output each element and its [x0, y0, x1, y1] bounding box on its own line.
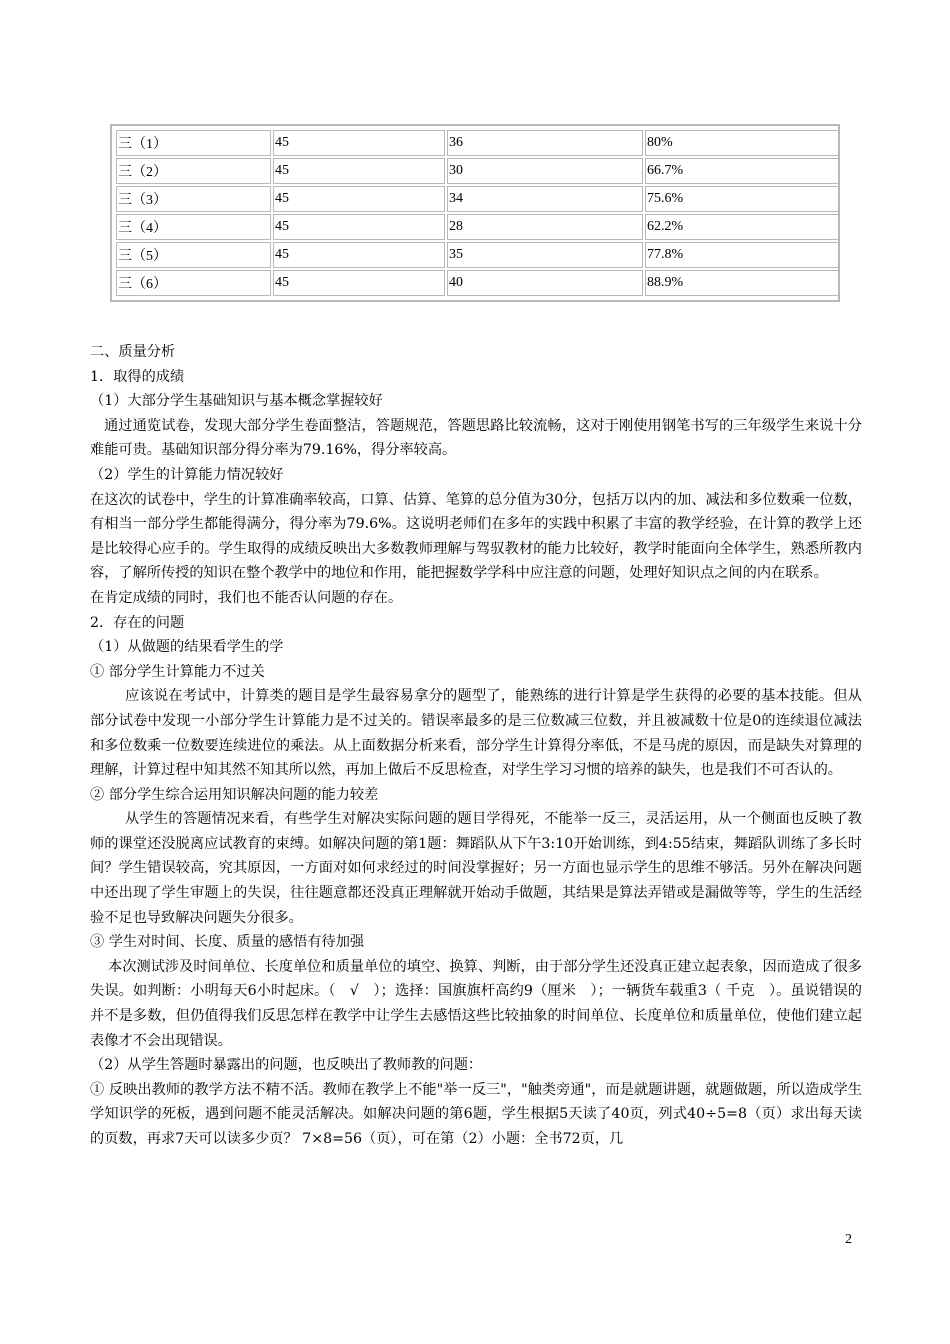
table-cell-rate: 88.9%	[645, 270, 840, 296]
table-cell: 45	[273, 186, 445, 212]
table-row	[116, 186, 840, 212]
paragraph: ① 反映出教师的教学方法不精不活。教师在教学上不能"举一反三"，"触类旁通"，而是就题讲题，就题做题，所以造成学生学知识学的死板，遇到问题不能灵活解决。如解决问题的第6题，学生根据5天读了40页，列式40÷5=8（页）求出每天读的页数，再求7天可以读多少页？ 7×8=56（页），可在第（2）小题：全书72页，几	[90, 1081, 862, 1147]
section-heading: 二、质量分析	[90, 344, 176, 360]
point-heading: ② 部分学生综合运用知识解决问题的能力较差	[90, 786, 379, 803]
table-cell: 35	[447, 242, 643, 268]
table-cell-class: 三（6）	[116, 270, 271, 296]
table-cell: 45	[273, 130, 445, 156]
table-cell: 45	[273, 214, 445, 240]
table-cell: 28	[447, 214, 643, 240]
paragraph: 在肯定成绩的同时，我们也不能否认问题的存在。	[90, 589, 403, 606]
table-cell-rate: 62.2%	[645, 214, 840, 240]
table-cell-class: 三（2）	[116, 158, 271, 184]
table-cell: 45	[273, 270, 445, 296]
paragraph: 通过通览试卷，发现大部分学生卷面整洁，答题规范，答题思路比较流畅，这对于刚使用钢笔书写的三年级学生来说十分难能可贵。基础知识部分得分率为79.16%，得分率较高。	[90, 417, 862, 459]
class-score-table	[110, 124, 840, 302]
table-cell: 45	[273, 242, 445, 268]
point-heading: ③ 学生对时间、长度、质量的感悟有待加强	[90, 934, 365, 951]
table-cell: 30	[447, 158, 643, 184]
table-cell: 45	[273, 158, 445, 184]
table-cell-class: 三（5）	[116, 242, 271, 268]
document-body	[90, 340, 862, 1152]
table-cell-class: 三（1）	[116, 130, 271, 156]
table-cell-rate: 80%	[645, 130, 840, 156]
table-cell-rate: 77.8%	[645, 242, 840, 268]
table-row	[116, 214, 840, 240]
table-cell-class: 三（4）	[116, 214, 271, 240]
subsection-heading: 2．存在的问题	[90, 614, 185, 631]
table-cell-rate: 66.7%	[645, 158, 840, 184]
table-row	[116, 158, 840, 184]
item-heading: （1）从做题的结果看学生的学	[90, 639, 284, 656]
table-row	[116, 270, 840, 296]
paragraph: 从学生的答题情况来看，有些学生对解决实际问题的题目学得死，不能举一反三，灵活运用，从一个侧面也反映了教师的课堂还没脱离应试教育的束缚。如解决问题的第1题：舞蹈队从下午3:10开始训练，到4:55结束，舞蹈队训练了多长时间？学生错误较高，究其原因，一方面对如何求经过的时间没掌握好；另一方面也显示学生的思维不够活。另外在解决问题中还出现了学生审题上的失误，往往题意都还没真正理解就开始动手做题，其结果是算法弄错或是漏做等等，学生的生活经验不足也导致解决问题失分很多。	[90, 811, 862, 926]
table-row	[116, 242, 840, 268]
paragraph: 应该说在考试中，计算类的题目是学生最容易拿分的题型了，能熟练的进行计算是学生获得的必要的基本技能。但从部分试卷中发现一小部分学生计算能力是不过关的。错误率最多的是三位数减三位数，并且被减数十位是0的连续退位减法和多位数乘一位数要连续进位的乘法。从上面数据分析来看，部分学生计算得分率低，不是马虎的原因，而是缺失对算理的理解，计算过程中知其然不知其所以然，再加上做后不反思检查，对学生学习习惯的培养的缺失，也是我们不可否认的。	[90, 688, 862, 779]
page-number: 2	[845, 1232, 852, 1247]
table-cell: 36	[447, 130, 643, 156]
table-cell: 40	[447, 270, 643, 296]
table-cell-class: 三（3）	[116, 186, 271, 212]
point-heading: ① 部分学生计算能力不过关	[90, 663, 265, 680]
paragraph: 在这次的试卷中，学生的计算准确率较高，口算、估算、笔算的总分值为30分，包括万以内的加、减法和多位数乘一位数，有相当一部分学生都能得满分，得分率为79.6%。这说明老师们在多年的实践中积累了丰富的教学经验，在计算的教学上还是比较得心应手的。学生取得的成绩反映出大多数教师理解与驾驭教材的能力比较好，教学时能面向全体学生，熟悉所教内容，了解所传授的知识在整个教学中的地位和作用，能把握数学学科中应注意的问题，处理好知识点之间的内在联系。	[90, 491, 862, 582]
table-cell: 34	[447, 186, 643, 212]
score-table	[114, 128, 842, 298]
item-heading: （1）大部分学生基础知识与基本概念掌握较好	[90, 393, 383, 410]
item-heading: （2）学生的计算能力情况较好	[90, 466, 284, 483]
table-cell-rate: 75.6%	[645, 186, 840, 212]
table-row	[116, 130, 840, 156]
item-heading: （2）从学生答题时暴露出的问题，也反映出了教师教的问题：	[90, 1057, 483, 1074]
paragraph: 本次测试涉及时间单位、长度单位和质量单位的填空、换算、判断，由于部分学生还没真正建立起表象，因而造成了很多失误。如判断：小明每天6小时起床。（ √ ）；选择：国旗旗杆高约9（厘米 ）；一辆货车载重3（ 千克 ）。虽说错误的并不是多数，但仍值得我们反思怎样在教学中让学生去感悟这些比较抽象的时间单位、长度单位和质量单位，使他们建立起表像才不会出现错误。	[90, 958, 862, 1049]
subsection-heading: 1．取得的成绩	[90, 368, 185, 385]
